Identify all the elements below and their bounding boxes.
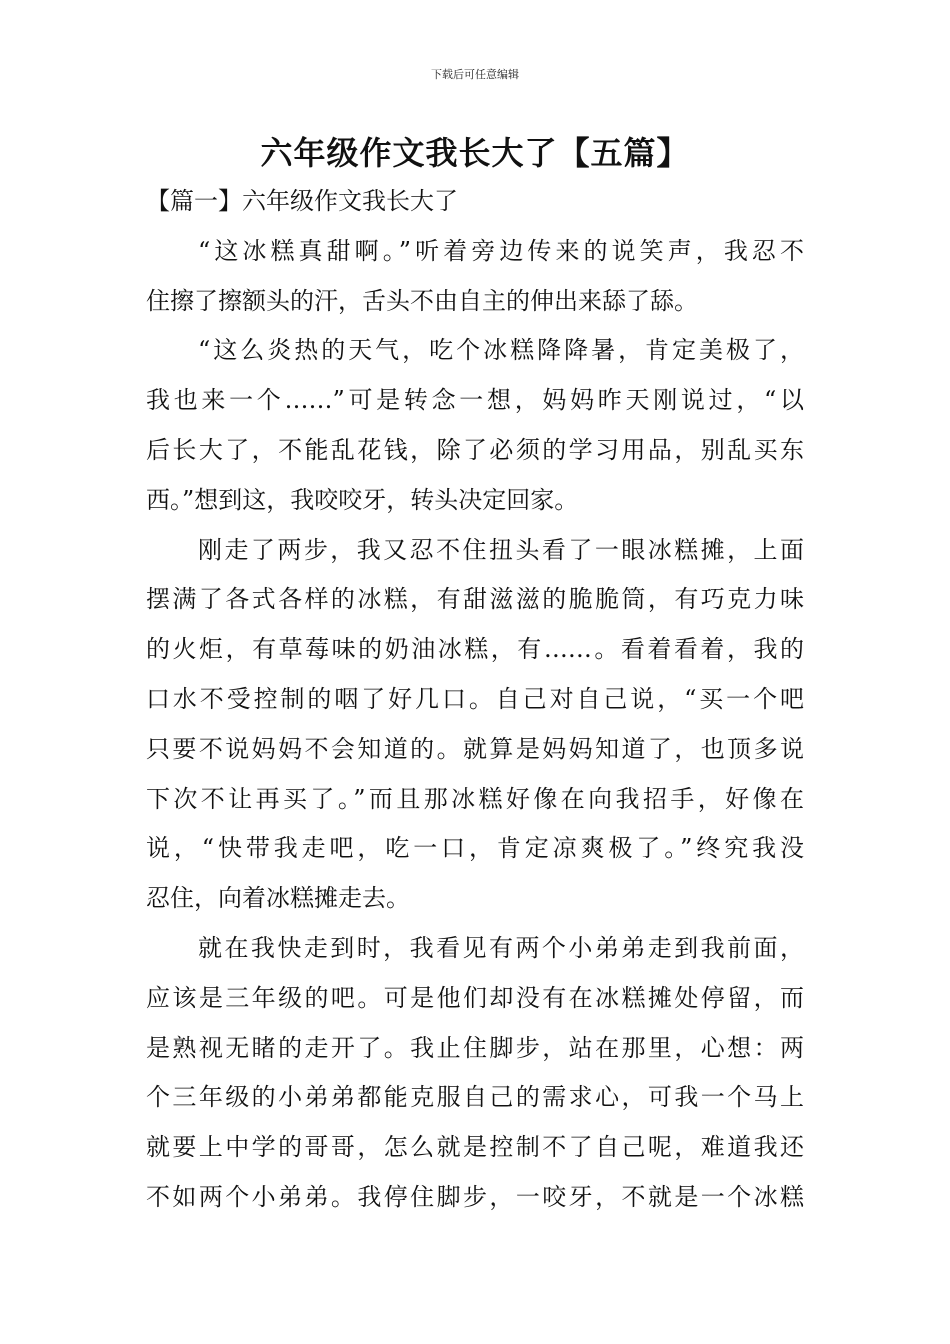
paragraph-line: 摆满了各式各样的冰糕，有甜滋滋的脆脆筒，有巧克力味 (146, 585, 804, 614)
paragraph-line: 是熟视无睹的走开了。我止住脚步，站在那里，心想：两 (146, 1033, 804, 1062)
paragraph-line: 忍住，向着冰糕摊走去。 (146, 884, 410, 913)
paragraph-line: 应该是三年级的吧。可是他们却没有在冰糕摊处停留，而 (146, 983, 804, 1012)
paragraph-line: 刚走了两步，我又忍不住扭头看了一眼冰糕摊，上面 (198, 535, 804, 564)
paragraph-line: 的火炬，有草莓味的奶油冰糕，有……。看着看着，我的 (146, 635, 804, 664)
paragraph-line: 后长大了，不能乱花钱，除了必须的学习用品，别乱买东 (146, 435, 804, 464)
paragraph-line: 就要上中学的哥哥，怎么就是控制不了自己呢，难道我还 (146, 1133, 804, 1162)
paragraph-line: 说，“快带我走吧，吃一口，肯定凉爽极了。”终究我没 (146, 834, 804, 863)
paragraph-line: 就在我快走到时，我看见有两个小弟弟走到我前面， (198, 933, 804, 962)
paragraph-line: “这冰糕真甜啊。”听着旁边传来的说笑声，我忍不 (198, 236, 804, 265)
paragraph-line: 只要不说妈妈不会知道的。就算是妈妈知道了，也顶多说 (146, 734, 804, 763)
paragraph-line: 不如两个小弟弟。我停住脚步，一咬牙，不就是一个冰糕 (146, 1182, 804, 1211)
paragraph-line: “这么炎热的天气，吃个冰糕降降暑，肯定美极了， (198, 336, 804, 365)
paragraph-line: 西。”想到这，我咬咬牙，转头决定回家。 (146, 485, 579, 514)
paragraph-line: 口水不受控制的咽了好几口。自己对自己说，“买一个吧 (146, 684, 804, 713)
header-note: 下载后可任意编辑 (431, 68, 519, 81)
paragraph-line: 住擦了擦额头的汗，舌头不由自主的伸出来舔了舔。 (146, 286, 698, 315)
paragraph-line: 个三年级的小弟弟都能克服自己的需求心，可我一个马上 (146, 1083, 804, 1112)
section-heading: 【篇一】六年级作文我长大了 (146, 187, 458, 215)
paragraph-line: 我也来一个……”可是转念一想，妈妈昨天刚说过，“以 (146, 386, 804, 415)
document-body (146, 177, 804, 1223)
paragraph-line: 下次不让再买了。”而且那冰糕好像在向我招手，好像在 (146, 784, 804, 813)
document-title: 六年级作文我长大了【五篇】 (260, 134, 690, 172)
